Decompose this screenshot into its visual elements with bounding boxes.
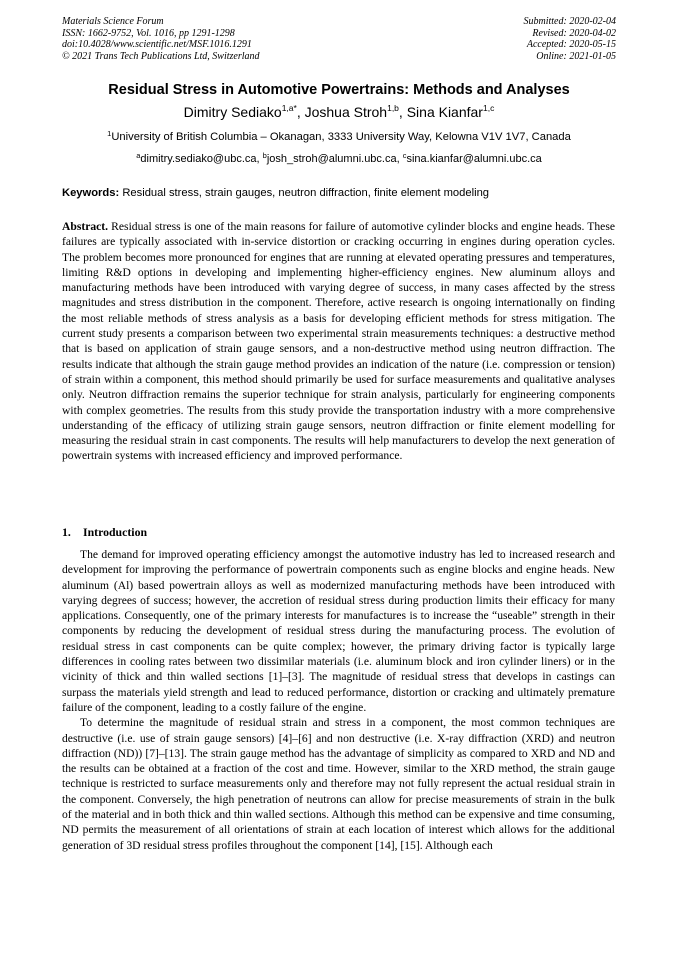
date-submitted: Submitted: 2020-02-04: [523, 16, 616, 27]
author-name: Dimitry Sediako: [183, 104, 282, 120]
section-number: 1.: [62, 525, 71, 539]
abstract-label: Abstract.: [62, 220, 109, 233]
journal-issn: ISSN: 1662-9752, Vol. 1016, pp 1291-1298: [62, 27, 235, 39]
abstract-text: Residual stress is one of the main reasons for failure of automotive cylinder blocks and engine heads. These failures are typically associated with in-service distortion or cracking occurring in engines during operation cycles. The problem becomes more pronounced for engines that are running at elevated operating pressures and temperatures, limiting R&D options in developing and implementing higher-efficiency engines. New aluminum alloys and manufacturing methods have been introduced with varying degree of success, in many cases affected by the stress magnitudes and stress distribution in the component. Therefore, active research is ongoing internationally on finding the most reliable methods of stress analysis as a basis for developing efficient methods for stress mitigation. The current study presents a comparison between two experimental strain measurements techniques: a destructive method that is based on application of strain gauge sensors, and a non-destructive method using neutron diffraction. The results indicate that although the strain gauge method provides an indication of the nature (i.e. compression or tension) of strain within a component, this method should primarily be used for surface measurements and qualitative analyses only. Neutron diffraction remains the superior technique for strain analysis, particularly for engineering components with complex geometries. The results from this study provide the transportation industry with a more comprehensive understanding of the efficacy of utilizing strain gauge sensors, neutron diffraction or finite element modelling for measuring the residual strain in cast components. The results will help manufacturers to develop the next generation of powertrain systems with increased efficiency and improved performance.: [62, 220, 615, 463]
journal-name: Materials Science Forum: [62, 16, 164, 27]
author-name: Sina Kianfar: [406, 104, 483, 120]
introduction-body: [62, 547, 615, 853]
date-online: Online: 2021-01-05: [536, 50, 616, 62]
author-name: Joshua Stroh: [304, 104, 388, 120]
author-marks: 1,b: [387, 103, 399, 113]
email-address[interactable]: josh_stroh@alumni.ubc.ca: [266, 153, 397, 165]
journal-header-right: [524, 16, 617, 62]
date-revised: Revised: 2020-04-02: [532, 27, 616, 39]
journal-copyright: © 2021 Trans Tech Publications Ltd, Switzerland: [62, 50, 260, 62]
email-mark: c: [402, 151, 407, 160]
author-marks: 1,c: [482, 103, 495, 113]
affiliation: [0, 131, 678, 143]
section-heading-introduction: [62, 525, 147, 540]
affiliation-text: University of British Columbia – Okanagan, 3333 University Way, Kelowna V1V 1V7, Canada: [111, 131, 571, 143]
email-separator: ,: [256, 153, 263, 165]
journal-header-left: [62, 16, 260, 62]
email-list: [0, 153, 678, 165]
email-mark: a: [136, 151, 141, 160]
paragraph: The demand for improved operating efficiency amongst the automotive industry has led to increased research and development for improving the performance of powertrain components such as engine blocks and engine heads. New aluminum (Al) based powertrain alloys as well as modernized manufacturing methods have been introduced with varying degrees of success; however, the accretion of residual stress during production limits their efficacy for many applications. Consequently, one of the primary interests for manufactures is to increase the “useable” strength in their components by reducing the development of residual stress during the manufacturing process. The evolution of residual stress in cast components can be quite complex; however, the primary driving factor is typically large differences in cooling rates between two dissimilar materials (i.e. aluminum block and iron cylinder liners) or in the vicinity of thick and thin walled sections [1]–[3]. The magnitude of residual stress that develops in castings can surpass the materials yield strength and lead to reduced performance, distortion or cracking and ultimately premature failure of the component, leading to a costly failure of the engine.: [62, 548, 615, 714]
author-marks: 1,a*: [281, 103, 297, 113]
paragraph: To determine the magnitude of residual strain and stress in a component, the most common techniques are destructive (i.e. use of strain gauge sensors) [4]–[6] and non destructive (i.e. X-ray diffraction (XRD) and neutron diffraction (ND)) [7]–[13]. The strain gauge method has the advantage of simplicity as compared to XRD and ND and the results can be obtained at a fraction of the cost and time. However, similar to the XRD method, the strain gauge technique is restricted to surface measurements only and therefore may not fully represent the actual residual strain in the component. Conversely, the high penetration of neutrons can allow for precise measurements of strain in the bulk of the material and in both thick and thin walled sections. Although this method can be expensive and time consuming, ND permits the measurement of all orientations of strain at each location of interest which allows for the additional generation of 3D residual stress profiles throughout the component [14], [15]. Although each: [62, 716, 615, 852]
affiliation-mark: 1: [107, 129, 112, 138]
author-separator: ,: [398, 104, 407, 120]
email-address[interactable]: dimitry.sediako@ubc.ca: [140, 153, 257, 165]
author-separator: ,: [296, 104, 305, 120]
email-address[interactable]: sina.kianfar@alumni.ubc.ca: [406, 153, 542, 165]
date-accepted: Accepted: 2020-05-15: [526, 39, 616, 51]
abstract: [62, 219, 615, 464]
email-separator: ,: [396, 153, 403, 165]
keywords-text: Residual stress, strain gauges, neutron diffraction, finite element modeling: [122, 187, 490, 199]
paper-title: Residual Stress in Automotive Powertrains: Methods and Analyses: [108, 82, 570, 98]
journal-doi: doi:10.4028/www.scientific.net/MSF.1016.1291: [62, 39, 252, 51]
author-list: [0, 104, 678, 120]
keywords: [62, 187, 622, 199]
keywords-label: Keywords:: [62, 187, 120, 199]
email-mark: b: [262, 151, 267, 160]
section-title: Introduction: [83, 525, 148, 539]
